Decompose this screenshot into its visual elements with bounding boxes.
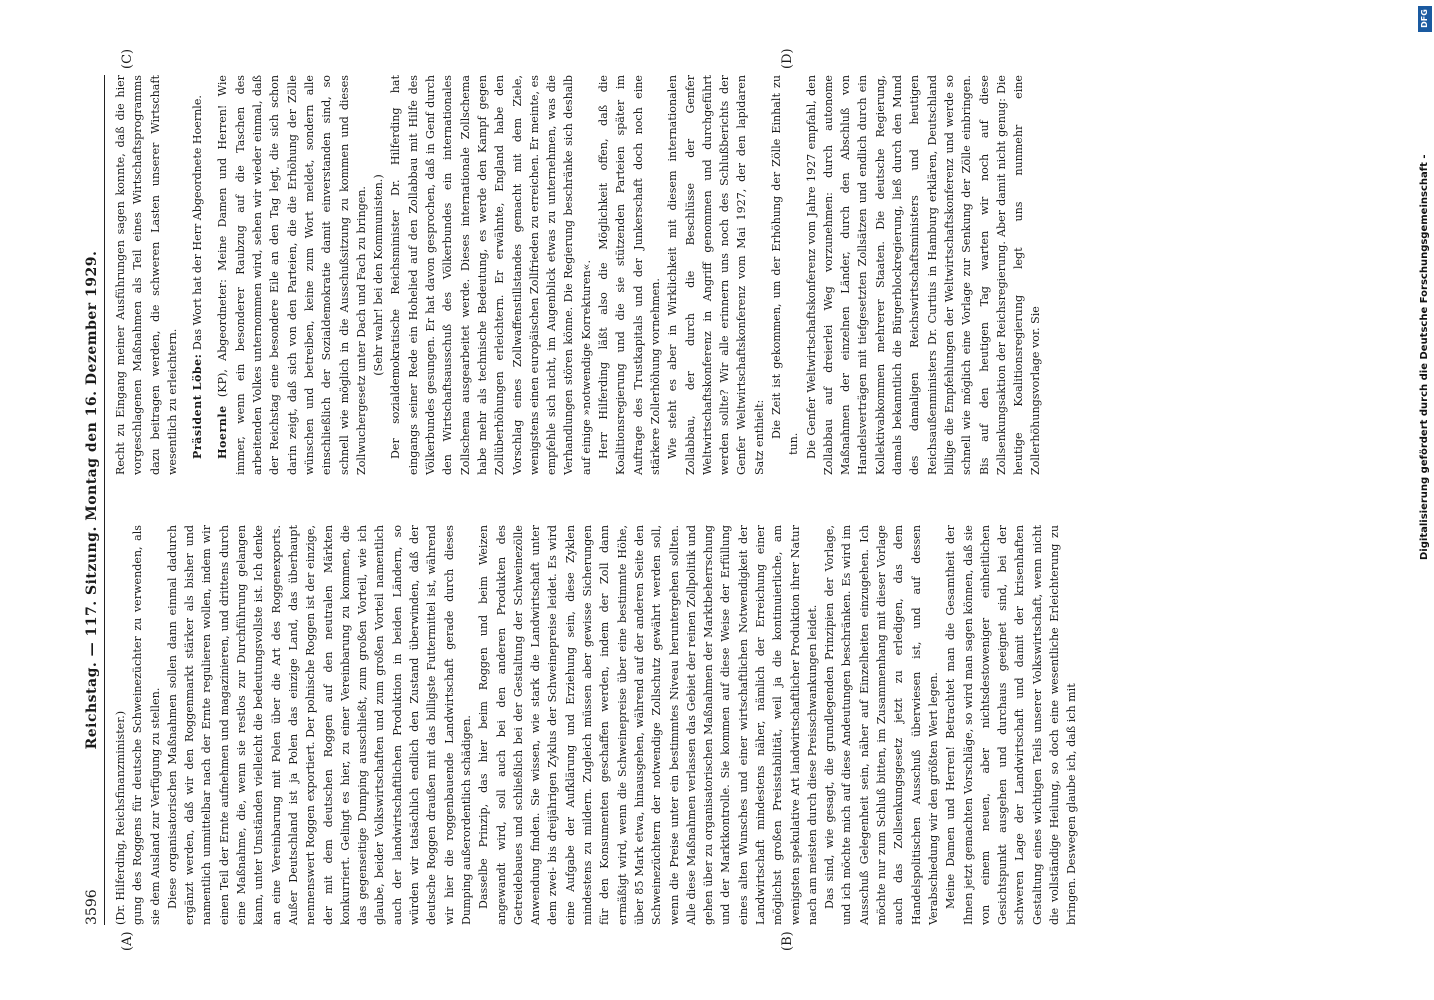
paragraph: Der sozialdemokratische Reichsminister Dr. Hilferding hat eingangs seiner Rede ein Hohelied auf den Zollabbau mit Hilfe des Völkerbundes gesungen. Er hat davon gesprochen, daß in Genf durch den Wirtschaftsausschuß des Völkerbundes ein internationales Zollschema ausgearbeitet werde. Dieses internationale Zollschema habe mehr als technische Bedeutung, es werde den Kampf gegen Zollüberhöhungen erleichtern. Er erwähnte, England habe den Vorschlag eines Zollwaffenstillstandes gemacht mit dem Ziele, wenigstens einen europäischen Zollfrieden zu erreichen. Er meinte, es empfehle sich nicht, im Augenblick etwas zu unternehmen, was die Verhandlungen stören könne. Die Regierung beschränke sich deshalb auf einige »notwendige Korrekturen«. (389, 75, 593, 475)
running-title: Reichstag. — 117. Sitzung. Montag den 16. Dezember 1929. (84, 250, 100, 750)
paragraph: Meine Damen und Herren! Betrachtet man die Gesamtheit der Ihnen jetzt gemachten Vorschläge, so wird man sagen können, daß sie von einem neuen, aber nichtsdestoweniger einheitlichen Gesichtspunkt ausgehen und durchaus geeignet sind, bei der schweren Lage der Landwirtschaft und damit der krisenhaften Gestaltung eines wichtigen Teils unserer Volkswirtschaft, wenn nicht die vollständige Heilung, so doch eine wesentliche Erleichterung zu bringen. Deswegen glaube ich, daß ich mit (944, 525, 1079, 925)
quote: Die Zeit ist gekommen, um der Erhöhung der Zölle Einhalt zu tun. (769, 75, 801, 455)
interjection: (Sehr wahr! bei den Kommunisten.) (372, 174, 386, 376)
paragraph: gung des Roggens für deutsche Schweinezüchter zu verwenden, als sie dem Ausland zur Verfügung zu stellen. (131, 525, 162, 925)
margin-mark-a: (A) (120, 931, 135, 951)
speaker-name: Präsident Löbe: (191, 353, 205, 459)
digitization-credit: Digitalisierung gefördert durch die Deutsche Forschungsgemeinschaft - (1419, 154, 1430, 560)
paragraph: Das sind, wie gesagt, die grundlegenden Prinzipien der Vorlage, und ich möchte mich auf diese Andeutungen beschränken. Es wird im Ausschuß Gelegenheit sein, näher auf Einzelheiten einzugehen. Ich möchte nur zum Schluß bitten, im Zusammenhang mit dieser Vorlage auch das Zollsenkungsgesetz jetzt zu erledigen, das dem Handelspolitischen Ausschuß überwiesen ist, und auf dessen Verabschiedung wir den größten Wert legen. (823, 525, 940, 925)
paragraph: Dasselbe Prinzip, das hier beim Roggen und beim Weizen angewandt wird, soll auch bei den anderen Produkten des Getreidebaues und schließlich bei der Gestaltung der Schweinezölle Anwendung finden. Sie wissen, wie stark die Landwirtschaft unter dem zwei- bis dreijährigen Zyklus der Schweinepreise leidet. Es wird eine Aufgabe der Aufklärung und Erziehung sein, diese Zyklen mindestens zu mildern. Zugleich müssen aber gewisse Sicherungen für den Konsumenten geschaffen werden, indem der Zoll dann ermäßigt wird, wenn die Schweinepreise über eine bestimmte Höhe, über 85 Mark etwa, hinausgehen, während auf der anderen Seite den Schweinezüchtern der notwendige Zollschutz gewährt werden soll, wenn die Preise unter ein bestimmtes Niveau heruntergehen sollten. Alle diese Maßnahmen verlassen das Gebiet der reinen Zollpolitik und gehen über zu organisatorischen Maßnahmen der Marktbeherrschung und der Marktkontrolle. Sie kommen auf diese Weise der Erfüllung eines alten Wunsches und einer wirtschaftlichen Notwendigkeit der Landwirtschaft mindestens näher, nämlich der Erreichung einer möglichst großen Preisstabilität, weil ja die kontinuierliche, am wenigsten spekulative Art landwirtschaftlicher Produktion ihrer Natur nach am meisten durch diese Preisschwankungen leidet. (477, 525, 819, 925)
paragraph: Herr Hilferding läßt also die Möglichkeit offen, daß die Koalitionsregierung und die sie stützenden Parteien später im Auftrage des Trustkapitals und der Junkerschaft doch noch eine stärkere Zollerhöhung vornehmen. (597, 75, 662, 475)
president-remark (189, 75, 206, 475)
page-header (80, 75, 106, 925)
right-column (112, 75, 1045, 475)
paragraph: Recht zu Eingang meiner Ausführungen sagen konnte, daß die hier vorgeschlagenen Maßnahmen als Teil eines Wirtschaftsprogramms dazu beitragen werden, die schweren Lasten unserer Wirtschaft wesentlich zu erleichtern. (114, 75, 179, 475)
paragraph: Die Genfer Weltwirtschaftskonferenz vom Jahre 1927 empfahl, den Zollabbau auf dreierlei Weg vorzunehmen: durch autonome Maßnahmen der einzelnen Länder, durch den Abschluß von Handelsverträgen mit tiefgesetzten Zollsätzen und endlich durch ein Kollektivabkommen mehrerer Staaten. Die deutsche Regierung, damals bekanntlich die Bürgerblockregierung, ließ durch den Mund des damaligen Reichswirtschaftsministers und heutigen Reichsaußenministers Dr. Curtius in Hamburg erklären, Deutschland billige die Empfehlungen der Weltwirtschaftskonferenz und werde so schnell wie möglich eine Vorlage zur Senkung der Zölle einbringen. Bis auf den heutigen Tag warten wir noch auf diese Zollsenkungsaktion der Reichsregierung. Aber damit nicht genug: Die heutige Koalitionsregierung legt uns nunmehr eine Zollerhöhungsvorlage vor. Sie (804, 75, 1043, 475)
hoernle-speech-opening (214, 75, 370, 475)
header-rule (104, 75, 105, 925)
rotated-page (80, 48, 1410, 951)
speaker-text: Das Wort hat der Herr Abgeordnete Hoernle. (191, 95, 205, 351)
paragraph: Diese organisatorischen Maßnahmen sollen dann einmal dadurch ergänzt werden, daß wir den Roggenmarkt stärker als bisher und namentlich unmittelbar nach der Ernte regulieren wollen, indem wir einen Teil der Ernte aufnehmen und magazinieren, und drittens durch eine Maßnahme, die, wenn sie restlos zur Durchführung gelangen kann, unter Umständen vielleicht die bedeutungsvollste ist. Ich denke an eine Vereinbarung mit Polen über die Art des Roggenexports. Außer Deutschland ist ja Polen das einzige Land, das überhaupt nennenswert Roggen exportiert. Der polnische Roggen ist der einzige, der mit dem deutschen Roggen auf den neutralen Märkten konkurriert. Gelingt es hier, zu einer Vereinbarung zu kommen, die das gegenseitige Dumping ausschließt, zum großen Vorteil, wie ich glaube, beider Volkswirtschaften und zum großen Vorteil namentlich auch der landwirtschaftlichen Produktion in beiden Ländern, so würden wir tatsächlich endlich den Zustand überwinden, daß der deutsche Roggen draußen mit das billigste Futtermittel ist, während wir hier die roggenbauende Landwirtschaft gerade durch dieses Dumping außerordentlich schädigen. (165, 525, 473, 925)
digitization-note (1418, 9, 1434, 1000)
dfg-logo: DFG (1418, 6, 1432, 32)
margin-mark-c: (C) (120, 48, 135, 69)
left-column (112, 525, 1081, 925)
margin-mark-b: (B) (780, 931, 795, 951)
speaker-text: (KP), Abgeordneter: Meine Damen und Herren! Wie immer, wenn ein besonderer Raubzug auf die Taschen des arbeitenden Volkes unternommen wird, sehen wir wieder einmal, daß der Reichstag eine besondere Eile an den Tag legt, die sich schon darin zeigt, daß sich von den Parteien, die die Erhöhung der Zölle wünschen und betreiben, keine zum Wort meldet, sondern alle einschließlich der Sozialdemokratie damit einverstanden sind, so schnell wie möglich in die Ausschußsitzung zu kommen und dieses Zollwuchergesetz unter Dach und Fach zu bringen. (216, 75, 368, 475)
page-number: 3596 (84, 889, 100, 925)
paragraph: Wie steht es aber in Wirklichkeit mit diesem internationalen Zollabbau, der durch die Beschlüsse der Genfer Weltwirtschaftskonferenz in Angriff genommen und durchgeführt werden sollte? Wir alle erinnern uns noch des Schlußberichts der Genfer Weltwirtschaftskonferenz vom Mai 1927, der den lapidaren Satz enthielt: (666, 75, 766, 475)
speaker-name: Hoernle (216, 405, 230, 459)
margin-mark-d: (D) (780, 48, 795, 69)
continuation-label: (Dr. Hilferding, Reichsfinanzminister.) (114, 710, 127, 925)
